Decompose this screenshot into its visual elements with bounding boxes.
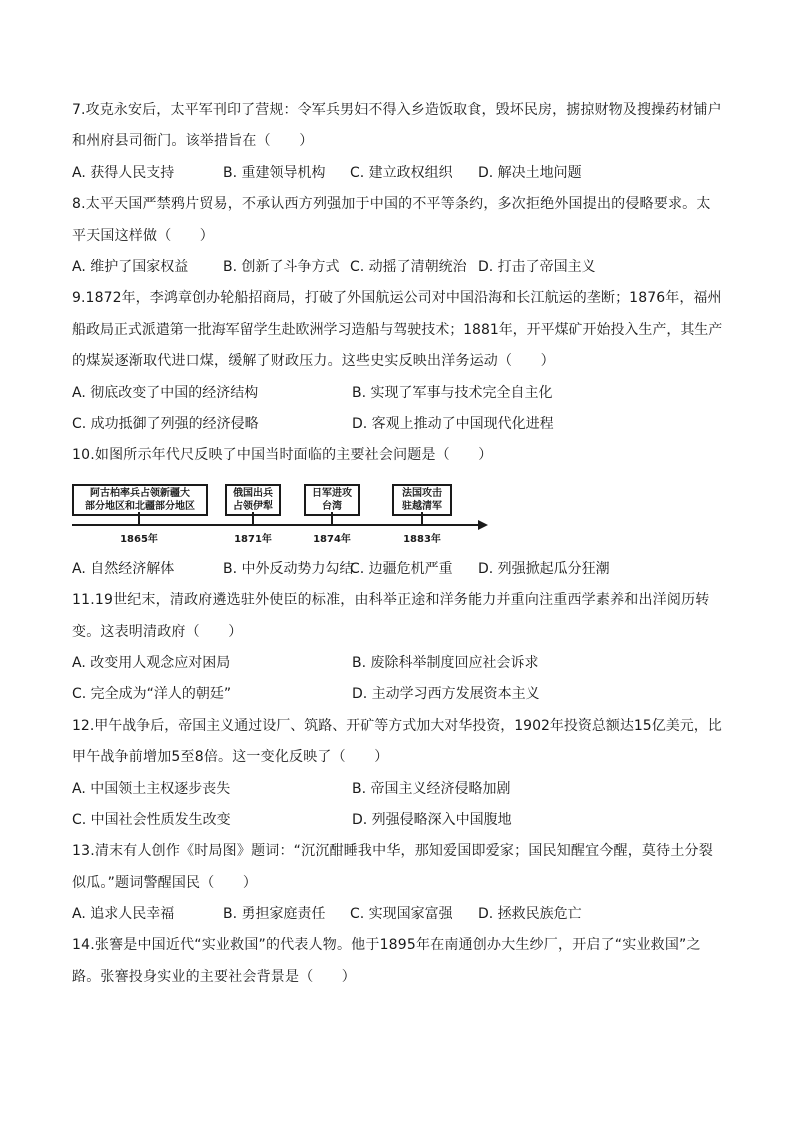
q12-option-d: D. 列强侵略深入中国腹地 [352,812,512,828]
q10-option-d: D. 列强掀起瓜分狂潮 [478,561,610,577]
q7-option-c: C. 建立政权组织 [350,165,453,181]
timeline-tick [252,512,254,524]
timeline-event-1865-line1: 阿古柏率兵占领新疆大 [90,488,190,499]
timeline-event-1871-line1: 俄国出兵 [233,488,273,499]
q10-option-b: B. 中外反动势力勾结 [223,561,354,577]
timeline-event-1874-line1: 日军进攻 [312,488,352,499]
timeline-axis [72,524,480,526]
q11-option-d: D. 主动学习西方发展资本主义 [352,686,540,702]
q7-option-b: B. 重建领导机构 [223,165,326,181]
q13-option-b: B. 勇担家庭责任 [223,906,326,922]
q9-option-b: B. 实现了军事与技术完全自主化 [352,385,553,401]
q8-stem-line2: 平天国这样做（ ） [72,228,214,244]
timeline-event-1865 [72,484,208,516]
q8-option-a: A. 维护了国家权益 [72,259,189,275]
q12-option-c: C. 中国社会性质发生改变 [72,812,231,828]
q12-option-b: B. 帝国主义经济侵略加剧 [352,781,511,797]
timeline-arrow-icon [478,520,488,530]
q12-option-a: A. 中国领土主权逐步丧失 [72,781,231,797]
q11-stem-line1: 11.19世纪末，清政府遴选驻外使臣的标准，由科举正途和洋务能力并重向注重西学素养和出洋阅历转 [72,592,710,608]
q13-option-a: A. 追求人民幸福 [72,906,175,922]
timeline-year-1874: 1874年 [313,534,351,545]
q8-option-b: B. 创新了斗争方式 [223,259,340,275]
timeline-year-1865: 1865年 [120,534,158,545]
q9-stem-line3: 的煤炭逐渐取代进口煤，缓解了财政压力。这些史实反映出洋务运动（ ） [72,353,555,369]
timeline-year-1871: 1871年 [234,534,272,545]
q13-option-d: D. 拯救民族危亡 [478,906,582,922]
timeline-figure [72,478,492,548]
q11-option-c: C. 完全成为“洋人的朝廷” [72,686,232,702]
timeline-event-1874-line2: 台湾 [322,501,342,512]
q10-stem-line1: 10.如图所示年代尺反映了中国当时面临的主要社会问题是（ ） [72,447,493,463]
timeline-event-1871-line2: 占领伊犁 [233,501,273,512]
q13-option-c: C. 实现国家富强 [350,906,453,922]
timeline-tick [331,512,333,524]
q9-stem-line1: 9.1872年，李鸿章创办轮船招商局，打破了外国航运公司对中国沿海和长江航运的垄断；1876年，福州 [72,290,722,306]
q7-stem-line2: 和州府县司衙门。该举措旨在（ ） [72,133,314,149]
q8-option-d: D. 打击了帝国主义 [478,259,596,275]
q10-option-a: A. 自然经济解体 [72,561,175,577]
q9-stem-line2: 船政局正式派遣第一批海军留学生赴欧洲学习造船与驾驶技术；1881年，开平煤矿开始投入生产，其生产 [72,322,723,338]
q11-option-a: A. 改变用人观念应对困局 [72,655,231,671]
q12-stem-line2: 甲午战争前增加5至8倍。这一变化反映了（ ） [72,749,389,765]
q7-option-a: A. 获得人民支持 [72,165,175,181]
q14-stem-line2: 路。张謇投身实业的主要社会背景是（ ） [72,969,356,985]
timeline-year-1883: 1883年 [403,534,441,545]
q8-option-c: C. 动摇了清朝统治 [350,259,467,275]
timeline-event-1865-line2: 部分地区和北疆部分地区 [85,501,195,512]
q9-option-d: D. 客观上推动了中国现代化进程 [352,416,554,432]
q9-option-a: A. 彻底改变了中国的经济结构 [72,385,259,401]
q8-stem-line1: 8.太平天国严禁鸦片贸易，不承认西方列强加于中国的不平等条约，多次拒绝外国提出的侵略要求。太 [72,196,711,212]
q7-stem-line1: 7.攻克永安后，太平军刊印了营规：令军兵男妇不得入乡造饭取食，毁坏民房，掳掠财物及搜操药材铺户 [72,102,722,118]
q9-option-c: C. 成功抵御了列强的经济侵略 [72,416,259,432]
timeline-tick [138,512,140,524]
q11-option-b: B. 废除科举制度回应社会诉求 [352,655,539,671]
q7-option-d: D. 解决土地问题 [478,165,582,181]
timeline-tick [421,512,423,524]
timeline-event-1883-line2: 驻越清军 [402,501,442,512]
q13-stem-line1: 13.清末有人创作《时局图》题词：“沉沉酣睡我中华，那知爱国即爱家；国民知醒宜今醒，莫待土分裂 [72,843,713,859]
q10-option-c: C. 边疆危机严重 [350,561,453,577]
timeline-event-1883-line1: 法国攻击 [402,488,442,499]
q13-stem-line2: 似瓜。”题词警醒国民（ ） [72,875,258,891]
q14-stem-line1: 14.张謇是中国近代“实业救国”的代表人物。他于1895年在南通创办大生纱厂，开启了“实业救国”之 [72,937,701,953]
q11-stem-line2: 变。这表明清政府（ ） [72,624,243,640]
q12-stem-line1: 12.甲午战争后，帝国主义通过设厂、筑路、开矿等方式加大对华投资，1902年投资总额达15亿美元，比 [72,718,722,734]
